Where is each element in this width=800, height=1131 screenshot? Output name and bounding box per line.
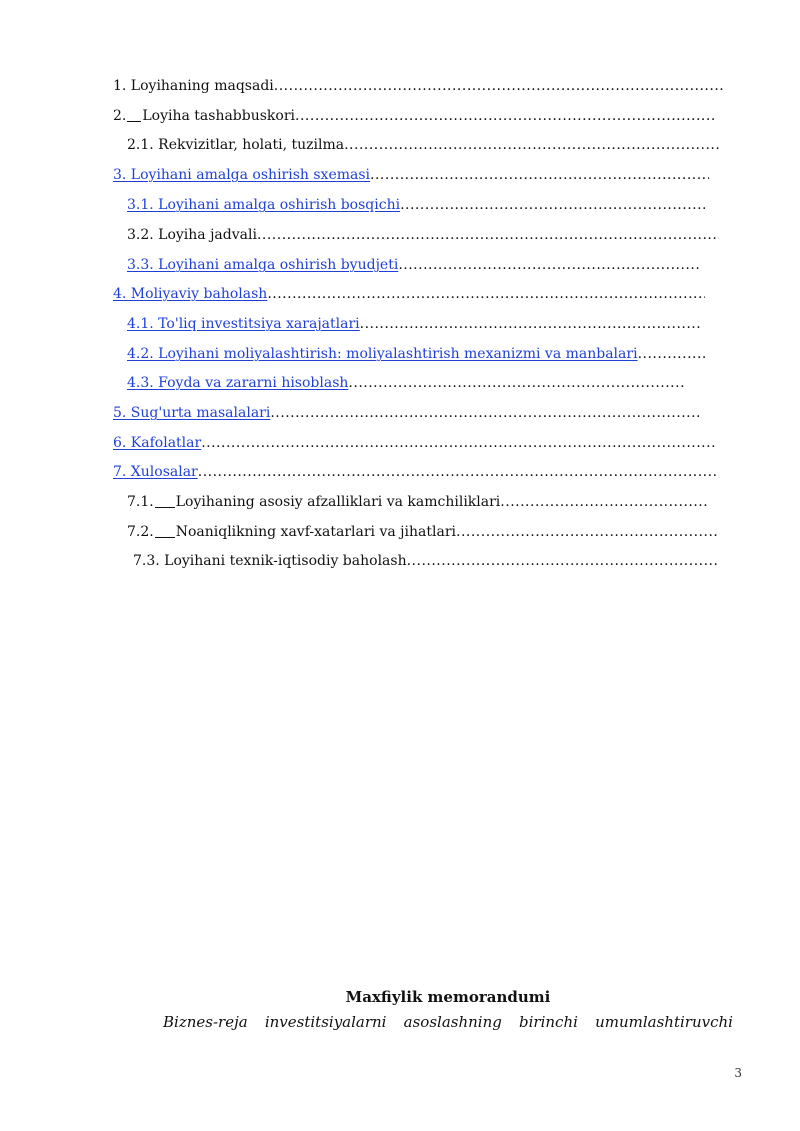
toc-link-insurance[interactable]: 5. Sug'urta masalalari bbox=[113, 405, 271, 421]
toc-link-financing[interactable]: 4.2. Loyihani moliyalashtirish: moliyalashtirish mexanizmi va manbalari bbox=[127, 346, 638, 362]
toc-entry-label: 1. Loyihaning maqsadi bbox=[113, 78, 274, 94]
memo-word: Biznes-reja bbox=[163, 1013, 248, 1031]
toc-link-guarantees[interactable]: 6. Kafolatlar bbox=[113, 435, 202, 451]
toc-leader-dots bbox=[267, 285, 705, 303]
toc-entry-number: 7.2. bbox=[127, 524, 154, 540]
toc-tab-underline bbox=[155, 507, 175, 508]
toc-leader-dots bbox=[398, 256, 701, 274]
toc-entry-label: 7.3. Loyihani texnik-iqtisodiy baholash bbox=[133, 553, 407, 569]
toc-entry-label: Loyiha tashabbuskori bbox=[142, 108, 296, 124]
toc-link-scheme[interactable]: 3. Loyihani amalga oshirish sxemasi bbox=[113, 167, 371, 183]
memo-word: umumlashtiruvchi bbox=[595, 1013, 733, 1031]
toc-link-financial-assessment[interactable]: 4. Moliyaviy baholash bbox=[113, 286, 268, 302]
toc-leader-dots bbox=[500, 493, 707, 511]
toc-leader-dots bbox=[348, 374, 685, 392]
toc-leader-dots bbox=[201, 434, 717, 452]
memo-title: Maxfiylik memorandumi bbox=[345, 988, 551, 1006]
toc-entry-label: Loyihaning asosiy afzalliklari va kamchiliklari bbox=[175, 494, 501, 510]
toc-leader-dots bbox=[274, 77, 725, 95]
toc-entry-label: 2.1. Rekvizitlar, holati, tuzilma bbox=[127, 137, 345, 153]
toc-leader-dots bbox=[198, 463, 719, 481]
toc-entry-label: 3.2. Loyiha jadvali bbox=[127, 227, 257, 243]
toc-entry bbox=[127, 136, 719, 154]
toc-leader-dots bbox=[407, 552, 717, 570]
toc-entry[interactable] bbox=[127, 256, 701, 274]
toc-link-profit-loss[interactable]: 4.3. Foyda va zararni hisoblash bbox=[127, 375, 349, 391]
toc-leader-dots bbox=[638, 345, 705, 363]
toc-entry[interactable] bbox=[113, 434, 717, 452]
toc-entry[interactable] bbox=[127, 345, 705, 363]
toc-leader-dots bbox=[295, 107, 717, 125]
toc-entry[interactable] bbox=[127, 374, 685, 392]
toc-entry[interactable] bbox=[113, 404, 699, 422]
toc-leader-dots bbox=[257, 226, 719, 244]
toc-entry-label: Noaniqlikning xavf-xatarlari va jihatlari bbox=[175, 524, 456, 540]
toc-entry[interactable] bbox=[113, 463, 719, 481]
toc-link-conclusions[interactable]: 7. Xulosalar bbox=[113, 464, 198, 480]
toc-entry bbox=[127, 493, 707, 511]
toc-leader-dots bbox=[270, 404, 699, 422]
toc-entry[interactable] bbox=[113, 166, 709, 184]
toc-link-budget[interactable]: 3.3. Loyihani amalga oshirish byudjeti bbox=[127, 257, 399, 273]
toc-entry[interactable] bbox=[113, 285, 705, 303]
toc-entry bbox=[113, 107, 717, 125]
toc-leader-dots bbox=[456, 523, 719, 541]
memo-first-line bbox=[163, 1013, 733, 1031]
toc-tab-underline bbox=[127, 121, 141, 122]
toc-leader-dots bbox=[344, 136, 719, 154]
toc-entry bbox=[127, 226, 719, 244]
toc-entry-number: 2. bbox=[113, 108, 127, 124]
toc-entry bbox=[133, 552, 717, 570]
toc-entry[interactable] bbox=[127, 196, 705, 214]
toc-entry[interactable] bbox=[127, 315, 701, 333]
toc-leader-dots bbox=[360, 315, 701, 333]
toc-tab-underline bbox=[155, 537, 175, 538]
memo-word: birinchi bbox=[519, 1013, 578, 1031]
toc-link-stage[interactable]: 3.1. Loyihani amalga oshirish bosqichi bbox=[127, 197, 401, 213]
toc-link-investment-costs[interactable]: 4.1. To'liq investitsiya xarajatlari bbox=[127, 316, 360, 332]
memo-word: asoslashning bbox=[403, 1013, 502, 1031]
toc-entry bbox=[127, 523, 719, 541]
page-number: 3 bbox=[734, 1066, 742, 1080]
toc-entry bbox=[113, 77, 725, 95]
toc-entry-number: 7.1. bbox=[127, 494, 154, 510]
toc-leader-dots bbox=[400, 196, 705, 214]
memo-word: investitsiyalarni bbox=[264, 1013, 387, 1031]
toc-leader-dots bbox=[370, 166, 709, 184]
